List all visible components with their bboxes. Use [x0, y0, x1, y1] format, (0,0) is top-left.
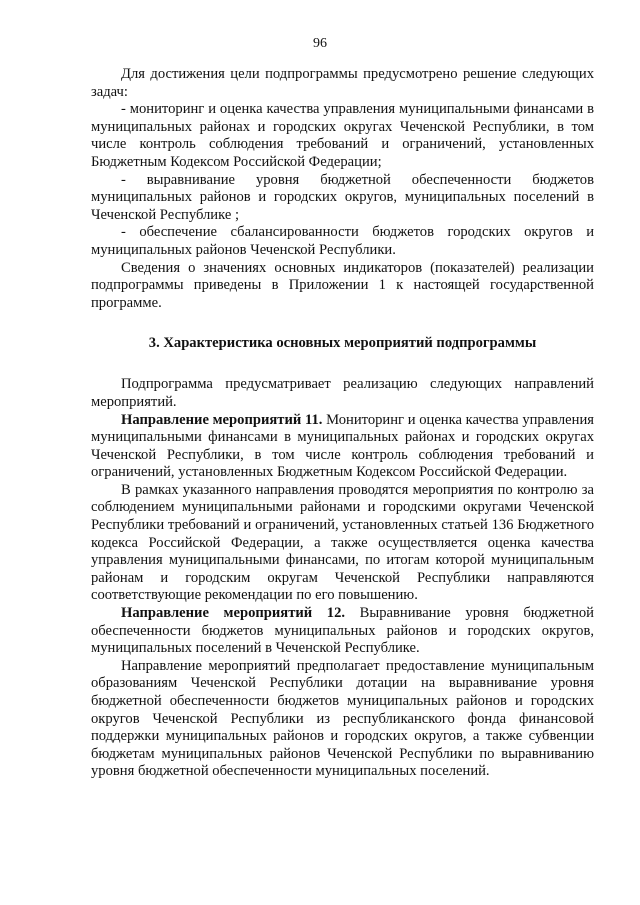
- direction-11-label: Направление мероприятий 11.: [121, 411, 323, 428]
- intro-paragraph: Для достижения цели подпрограммы предусмотрено решение следующих задач:: [91, 66, 594, 100]
- direction-12-paragraph: [91, 605, 594, 658]
- task-item-balance: - обеспечение сбалансированности бюджетов городских округов и муниципальных районов Чеченской Республики.: [91, 224, 594, 258]
- direction-11-paragraph: [91, 412, 594, 482]
- direction-12-detail: Направление мероприятий предполагает предоставление муниципальным образованиям Чеченской Республики дотации на выравнивание уровня бюджетной обеспеченности бюджетов муниципальных районов и городских округов Чеченской Республики из республиканского фонда финансовой поддержки муниципальных районов и городских округов, а также субвенции бюджетам муниципальных районов Чеченской Республики по выравниванию уровня бюджетной обеспеченности муниципальных поселений.: [91, 657, 594, 780]
- direction-11-detail: В рамках указанного направления проводятся мероприятия по контролю за соблюдением муниципальными районами и городскими округами Чеченской Республики требований и ограничений, установленных статьей 136 Бюджетного кодекса Российской Федерации, а также осуществляется оценка качества управления муниципальными финансами, по итогам которой муниципальным районам и городским округам Чеченской Республики направляются соответствующие рекомендации по его повышению.: [91, 481, 594, 604]
- provides-paragraph: Подпрограмма предусматривает реализацию следующих направлений мероприятий.: [91, 376, 594, 410]
- direction-12-label: Направление мероприятий 12.: [121, 605, 346, 622]
- document-body: [91, 66, 594, 781]
- page-number: 96: [313, 36, 327, 51]
- indicators-paragraph: Сведения о значениях основных индикаторов (показателей) реализации подпрограммы приведены в Приложении 1 к настоящей государственной программе.: [91, 259, 594, 311]
- task-item-monitoring: - мониторинг и оценка качества управления муниципальными финансами в муниципальных районах и городских округах Чеченской Республики, в том числе контроль соблюдения требований и ограничений, установленных Бюджетным Кодексом Российской Федерации;: [91, 101, 594, 170]
- direction-11-text: Мониторинг и оценка качества управления муниципальными финансами в муниципальных районах и городских округах Чеченской Республики, в том числе контроль соблюдения требований и ограничений, установленных Бюджетным Кодексом Российской Федерации.: [91, 411, 594, 481]
- section-heading: 3. Характеристика основных мероприятий подпрограммы: [148, 335, 537, 352]
- direction-12-text: Выравнивание уровня бюджетной обеспеченности бюджетов муниципальных районов и городских округов, муниципальных поселений в Чеченской Республике.: [91, 605, 594, 657]
- task-item-equalization: - выравнивание уровня бюджетной обеспеченности бюджетов муниципальных районов и городских округов, муниципальных поселений в Чеченской Республике ;: [91, 171, 594, 223]
